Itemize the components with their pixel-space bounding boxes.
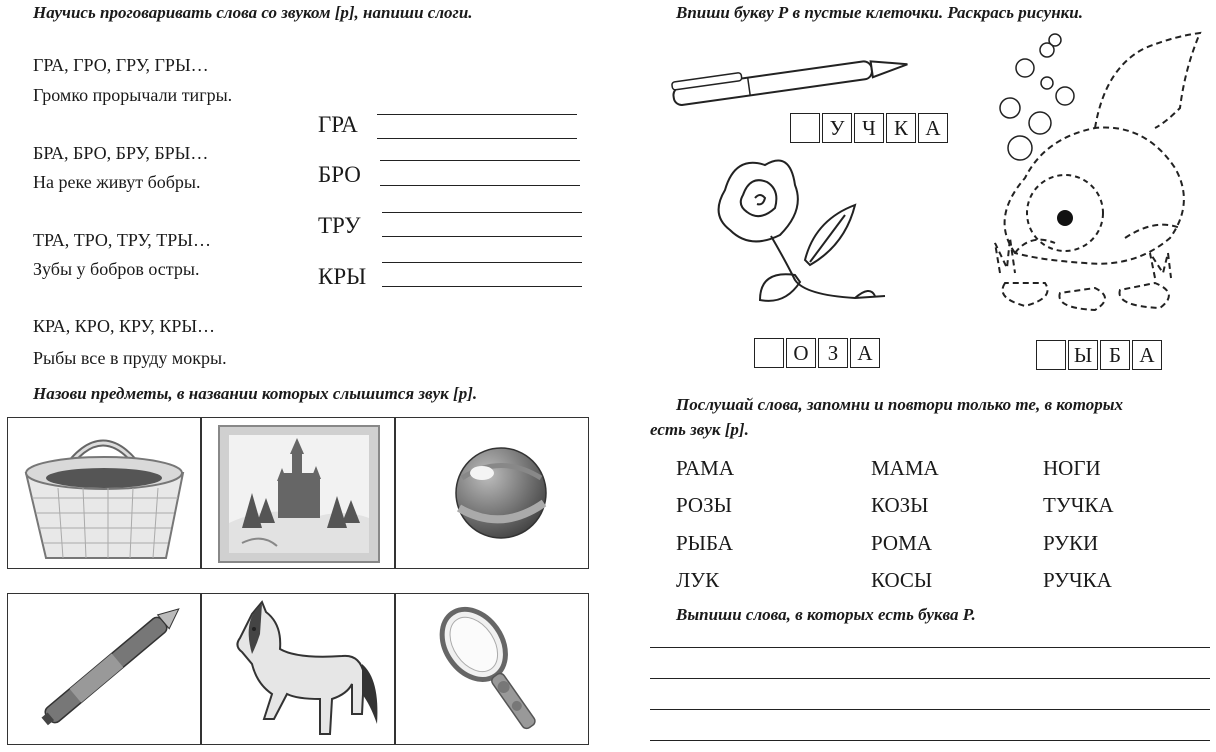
letter-box: Б [1100, 340, 1130, 370]
write-line[interactable] [650, 740, 1210, 741]
write-line[interactable] [380, 160, 580, 161]
word-item: КОЗЫ [871, 493, 929, 517]
rose-drawing-icon[interactable] [705, 150, 895, 315]
syllables-1: ГРА, ГРО, ГРУ, ГРЫ… [33, 55, 209, 75]
write-line[interactable] [382, 286, 582, 287]
write-label-kry: КРЫ [318, 264, 367, 289]
write-label-bro: БРО [318, 162, 361, 187]
letter-box[interactable] [754, 338, 784, 368]
letter-box: К [886, 113, 916, 143]
syllables-4: КРА, КРО, КРУ, КРЫ… [33, 316, 216, 336]
task-name-objects: Назови предметы, в названии которых слышится звук [р]. [33, 384, 478, 403]
basket-icon [8, 418, 202, 570]
phrase-3: Зубы у бобров остры. [33, 259, 200, 279]
letter-box[interactable] [790, 113, 820, 143]
word-item: РОЗЫ [676, 493, 732, 517]
word-item: РОМА [871, 531, 932, 555]
syllables-2: БРА, БРО, БРУ, БРЫ… [33, 143, 209, 163]
task-insert-letter: Впиши букву Р в пустые клеточки. Раскрась рисунки. [676, 3, 1083, 22]
syllables-3: ТРА, ТРО, ТРУ, ТРЫ… [33, 230, 211, 250]
letter-box: Ы [1068, 340, 1098, 370]
castle-picture-icon [202, 418, 396, 570]
pen-icon [8, 594, 202, 746]
fish-drawing-icon[interactable] [985, 28, 1205, 318]
picture-cell-horse [201, 593, 395, 745]
phrase-4: Рыбы все в пруду мокры. [33, 348, 227, 368]
write-line[interactable] [382, 236, 582, 237]
task-listen-words-line2: есть звук [р]. [650, 420, 749, 439]
word-item: ТУЧКА [1043, 493, 1114, 517]
picture-cell-ball [395, 417, 589, 569]
phrase-1: Громко прорычали тигры. [33, 85, 233, 105]
picture-cell-mirror [395, 593, 589, 745]
write-line[interactable] [650, 678, 1210, 679]
word-item: РУЧКА [1043, 568, 1112, 592]
letter-box: З [818, 338, 848, 368]
word-item: РАМА [676, 456, 734, 480]
letter-box[interactable] [1036, 340, 1066, 370]
write-line[interactable] [650, 647, 1210, 648]
word-item: КОСЫ [871, 568, 933, 592]
task-write-words: Выпиши слова, в которых есть буква Р. [676, 605, 976, 624]
letter-box: О [786, 338, 816, 368]
word-item: ЛУК [676, 568, 720, 592]
ball-icon [396, 418, 590, 570]
write-label-tru: ТРУ [318, 213, 361, 238]
mirror-icon [396, 594, 590, 746]
task-listen-words-line1: Послушай слова, запомни и повтори только те, в которых [676, 395, 1124, 414]
write-label-gra: ГРА [318, 112, 358, 137]
letter-box: У [822, 113, 852, 143]
write-line[interactable] [382, 262, 582, 263]
task-write-syllables: Научись проговаривать слова со звуком [р], напиши слоги. [33, 3, 473, 22]
word-item: РЫБА [676, 531, 733, 555]
write-line[interactable] [650, 709, 1210, 710]
letter-box: А [1132, 340, 1162, 370]
picture-cell-pen [7, 593, 201, 745]
word-item: НОГИ [1043, 456, 1101, 480]
letter-box: Ч [854, 113, 884, 143]
letter-box: А [918, 113, 948, 143]
word-item: МАМА [871, 456, 939, 480]
picture-cell-castle [201, 417, 395, 569]
write-line[interactable] [380, 185, 580, 186]
phrase-2: На реке живут бобры. [33, 172, 201, 192]
write-line[interactable] [377, 114, 577, 115]
horse-icon [202, 594, 396, 746]
pen-drawing-icon [668, 52, 918, 102]
picture-cell-basket [7, 417, 201, 569]
write-line[interactable] [377, 138, 577, 139]
letter-box: А [850, 338, 880, 368]
write-line[interactable] [382, 212, 582, 213]
word-item: РУКИ [1043, 531, 1099, 555]
